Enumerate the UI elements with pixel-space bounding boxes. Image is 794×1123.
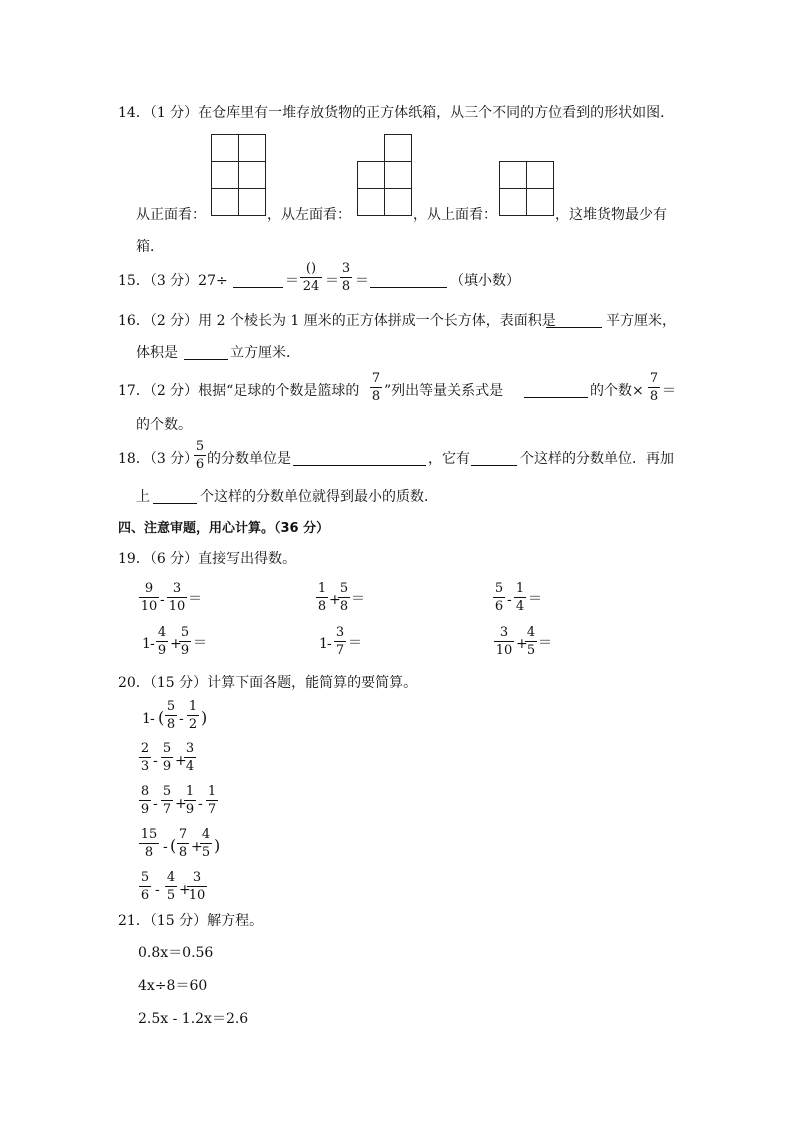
q16-unit-volume: 立方厘米． [230, 345, 300, 361]
operator: - [155, 882, 160, 898]
fraction: 1 8 [317, 581, 327, 614]
q18-line1-b: ，它有 [428, 451, 470, 467]
number: 1 [319, 636, 328, 652]
q15-blank-1[interactable] [233, 274, 283, 288]
fraction: 5 8 [339, 581, 349, 614]
operator: - [153, 796, 158, 812]
operator: + [329, 592, 341, 608]
fraction: 5 6 [140, 870, 150, 903]
q17-line1: 17．（2 分）根据“足球的个数是篮球的 [118, 383, 360, 399]
section-4-heading: 四、注意审题，用心计算。（36 分） [118, 521, 330, 536]
equals: ＝ [351, 591, 365, 607]
q15-equals: ＝ [325, 273, 339, 289]
fraction: 4 5 [201, 827, 211, 860]
operator: - [198, 796, 203, 812]
fraction: 3 7 [335, 625, 345, 658]
q17-line1-b: ”列出等量关系式是 [384, 383, 504, 399]
fraction: 7 8 [178, 827, 188, 860]
q18-line1-c: 个这样的分数单位．再加 [520, 451, 674, 467]
q17-line2: 的个数。 [136, 417, 192, 433]
q18-fraction: 5 6 [195, 439, 205, 472]
q15-equals: ＝ [285, 273, 299, 289]
q18-line1-a: 的分数单位是 [207, 451, 291, 467]
fraction: 3 10 [168, 581, 186, 614]
fraction: 1 2 [188, 699, 198, 732]
fraction: 3 10 [495, 625, 513, 658]
q14-top-label: ，从上面看： [413, 207, 497, 223]
equals: ＝ [538, 635, 552, 651]
q21-equation-3: 2.5x - 1.2x＝2.6 [138, 1011, 249, 1027]
operator: - [150, 636, 155, 652]
q17-blank[interactable] [524, 384, 588, 398]
fraction: 5 9 [162, 741, 172, 774]
fraction: 1 4 [515, 581, 525, 614]
fraction: 3 4 [185, 741, 195, 774]
operator: + [516, 636, 528, 652]
paren: ( [170, 836, 177, 855]
operator: + [179, 882, 191, 898]
operator: - [179, 711, 184, 727]
q18-blank-2[interactable] [471, 452, 517, 466]
q14-left-label: ，从左面看： [267, 207, 351, 223]
fraction: 15 8 [140, 827, 158, 860]
fraction: 8 9 [140, 784, 150, 817]
fraction: 5 7 [162, 784, 172, 817]
fraction: 5 6 [494, 581, 504, 614]
paren: ) [214, 836, 221, 855]
q20-title: 20．（15 分）计算下面各题，能简算的要简算。 [118, 675, 418, 691]
q16-blank-volume[interactable] [184, 346, 228, 360]
paren: ( [158, 708, 165, 727]
q21-equation-2: 4x÷8＝60 [138, 978, 208, 994]
equals: ＝ [193, 635, 207, 651]
fraction: 5 9 [180, 625, 190, 658]
paren: ) [201, 708, 208, 727]
q15-blank-2[interactable] [370, 274, 447, 288]
q16-unit-area: 平方厘米， [606, 313, 676, 329]
operator: - [163, 839, 168, 855]
q15-fraction-1: () 24 [300, 262, 322, 293]
operator: - [160, 592, 165, 608]
number: 1 [142, 636, 151, 652]
fraction: 4 5 [526, 625, 536, 658]
q15-equals: ＝ [355, 273, 369, 289]
operator: - [507, 592, 512, 608]
fraction: 9 10 [140, 581, 158, 614]
q18-blank-1[interactable] [293, 452, 426, 466]
q18-prefix: 18．（3 分） [118, 451, 199, 467]
q15-prefix: 15．（3 分）27÷ [118, 273, 228, 289]
q19-title: 19．（6 分）直接写出得数。 [118, 551, 297, 567]
operator: + [175, 796, 187, 812]
fraction: 1 7 [207, 784, 217, 817]
fraction: 1 9 [185, 784, 195, 817]
number: 1 [142, 711, 151, 727]
fraction: 3 10 [188, 870, 206, 903]
q15-fraction-2: 3 8 [341, 261, 351, 294]
equals: ＝ [528, 591, 542, 607]
operator: - [327, 636, 332, 652]
operator: + [191, 839, 203, 855]
operator: + [170, 636, 182, 652]
q21-equation-1: 0.8x＝0.56 [138, 945, 214, 961]
operator: - [150, 711, 155, 727]
q16-blank-area[interactable] [546, 314, 602, 328]
fraction: 2 3 [140, 741, 150, 774]
fraction: 5 8 [166, 699, 176, 732]
equals: ＝ [188, 591, 202, 607]
q16-line1: 16．（2 分）用 2 个棱长为 1 厘米的正方体拼成一个长方体，表面积是 [118, 313, 556, 329]
q18-line2-a: 上 [136, 489, 150, 505]
equals: ＝ [348, 635, 362, 651]
q17-fraction-2: 7 8 [649, 371, 659, 404]
q14-line1: 14．（1 分）在仓库里有一堆存放货物的正方体纸箱，从三个不同的方位看到的形状如图． [118, 105, 675, 121]
q17-line1-c: 的个数× [590, 383, 644, 399]
operator: + [175, 753, 187, 769]
q14-line2: 箱． [136, 239, 164, 255]
q21-title: 21．（15 分）解方程。 [118, 913, 264, 929]
fraction: 4 5 [166, 870, 176, 903]
q16-line2: 体积是 [136, 345, 178, 361]
q17-equals: ＝ [662, 383, 676, 399]
q17-fraction-1: 7 8 [371, 371, 381, 404]
q14-tail: ，这堆货物最少有 [555, 207, 667, 223]
q15-suffix: （填小数） [450, 273, 520, 289]
operator: - [153, 753, 158, 769]
q18-blank-3[interactable] [153, 490, 197, 504]
fraction: 4 9 [157, 625, 167, 658]
q14-front-label: 从正面看： [136, 207, 206, 223]
q18-line2-b: 个这样的分数单位就得到最小的质数． [200, 489, 438, 505]
